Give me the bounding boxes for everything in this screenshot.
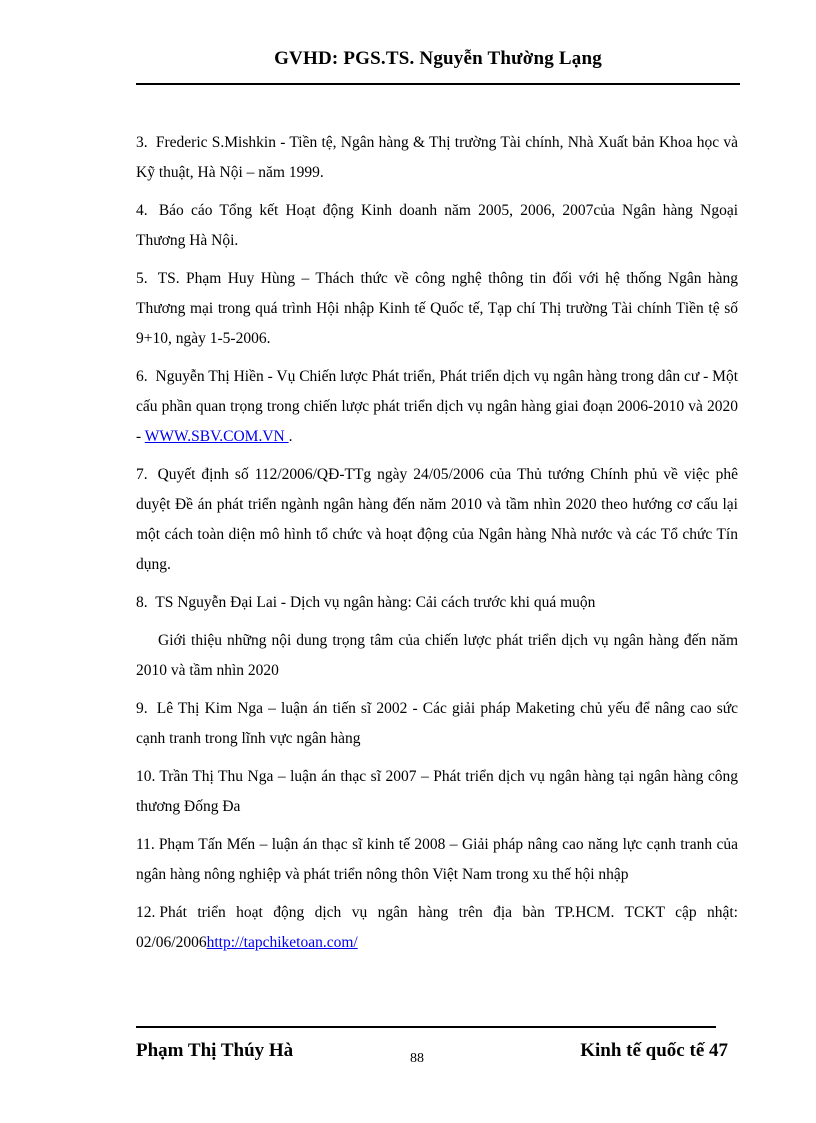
reference-text: Báo cáo Tổng kết Hoạt động Kinh doanh năm 2005, 2006, 2007của Ngân hàng Ngoại Thương Hà Nội. [136,202,739,249]
footer-author: Phạm Thị Thúy Hà [136,1040,294,1061]
reference-number: 4. [136,202,148,219]
reference-number: 9. [136,700,148,717]
header-rule [136,83,740,85]
reference-text: Giới thiệu những nội dung trọng tâm của chiến lược phát triển dịch vụ ngân hàng đến năm 2010 và tầm nhìn 2020 [136,632,738,679]
reference-item-4 [136,196,738,256]
reference-number: 7. [136,466,148,483]
reference-item-6 [136,362,738,452]
reference-number: 3. [136,134,148,151]
header-title: GVHD: PGS.TS. Nguyễn Thường Lạng [274,48,602,69]
page-number: 88 [410,1051,424,1066]
reference-text: Phạm Tấn Mến – luận án thạc sĩ kinh tế 2008 – Giải pháp nâng cao năng lực cạnh tranh của ngân hàng nông nghiệp và phát triển nông thôn Việt Nam trong xu thế hội nhập [136,836,738,883]
reference-item-7 [136,460,738,580]
reference-number: 12. [136,904,156,921]
reference-suffix: . [288,428,293,445]
sbv-link[interactable]: WWW.SBV.COM.VN [144,428,289,445]
reference-number: 11. [136,836,155,853]
references-list [136,128,738,966]
tapchiketoan-link[interactable]: http://tapchiketoan.com/ [206,934,358,951]
reference-number: 8. [136,594,148,611]
reference-text: TS. Phạm Huy Hùng – Thách thức về công nghệ thông tin đối với hệ thống Ngân hàng Thương mại trong quá trình Hội nhập Kinh tế Quốc tế, Tạp chí Thị trường Tài chính Tiền tệ số 9+10, ngày 1-5-2006. [136,270,738,347]
reference-item-8 [136,588,738,618]
reference-item-3 [136,128,738,188]
reference-text: TS Nguyễn Đại Lai - Dịch vụ ngân hàng: Cải cách trước khi quá muộn [155,594,596,611]
reference-item-5 [136,264,738,354]
reference-text: Frederic S.Mishkin - Tiền tệ, Ngân hàng & Thị trường Tài chính, Nhà Xuất bản Khoa học và Kỹ thuật, Hà Nội – năm 1999. [136,134,738,181]
reference-number: 6. [136,368,148,385]
footer-rule [136,1026,716,1028]
reference-text: Quyết định số 112/2006/QĐ-TTg ngày 24/05/2006 của Thủ tướng Chính phủ về việc phê duyệt Đề án phát triển ngành ngân hàng đến năm 2010 và tầm nhìn 2020 theo hướng cơ cấu lại một cách toàn diện mô hình tổ chức và hoạt động của Ngân hàng Nhà nước và các Tổ chức Tín dụng. [136,466,738,573]
reference-text: Trần Thị Thu Nga – luận án thạc sĩ 2007 – Phát triển dịch vụ ngân hàng tại ngân hàng công thương Đống Đa [136,768,738,815]
reference-item-10 [136,762,738,822]
reference-number: 5. [136,270,148,287]
reference-text: Phát triển hoạt động dịch vụ ngân hàng trên địa bàn TP.HCM. TCKT cập nhật: 02/06/2006 [136,904,738,951]
footer-class: Kinh tế quốc tế 47 [580,1040,728,1061]
reference-text: Nguyễn Thị Hiền - Vụ Chiến lược Phát triển, Phát triển dịch vụ ngân hàng trong dân cư - Một cấu phần quan trọng trong chiến lược phát triển dịch vụ ngân hàng giai đoạn 2006-2010 và 2020 - [136,368,739,445]
reference-item-8-description [136,626,738,686]
reference-item-12 [136,898,738,958]
reference-item-11 [136,830,738,890]
reference-number: 10. [136,768,156,785]
reference-item-9 [136,694,738,754]
reference-text: Lê Thị Kim Nga – luận án tiến sĩ 2002 - Các giải pháp Maketing chủ yếu để nâng cao sức cạnh tranh trong lĩnh vực ngân hàng [136,700,739,747]
